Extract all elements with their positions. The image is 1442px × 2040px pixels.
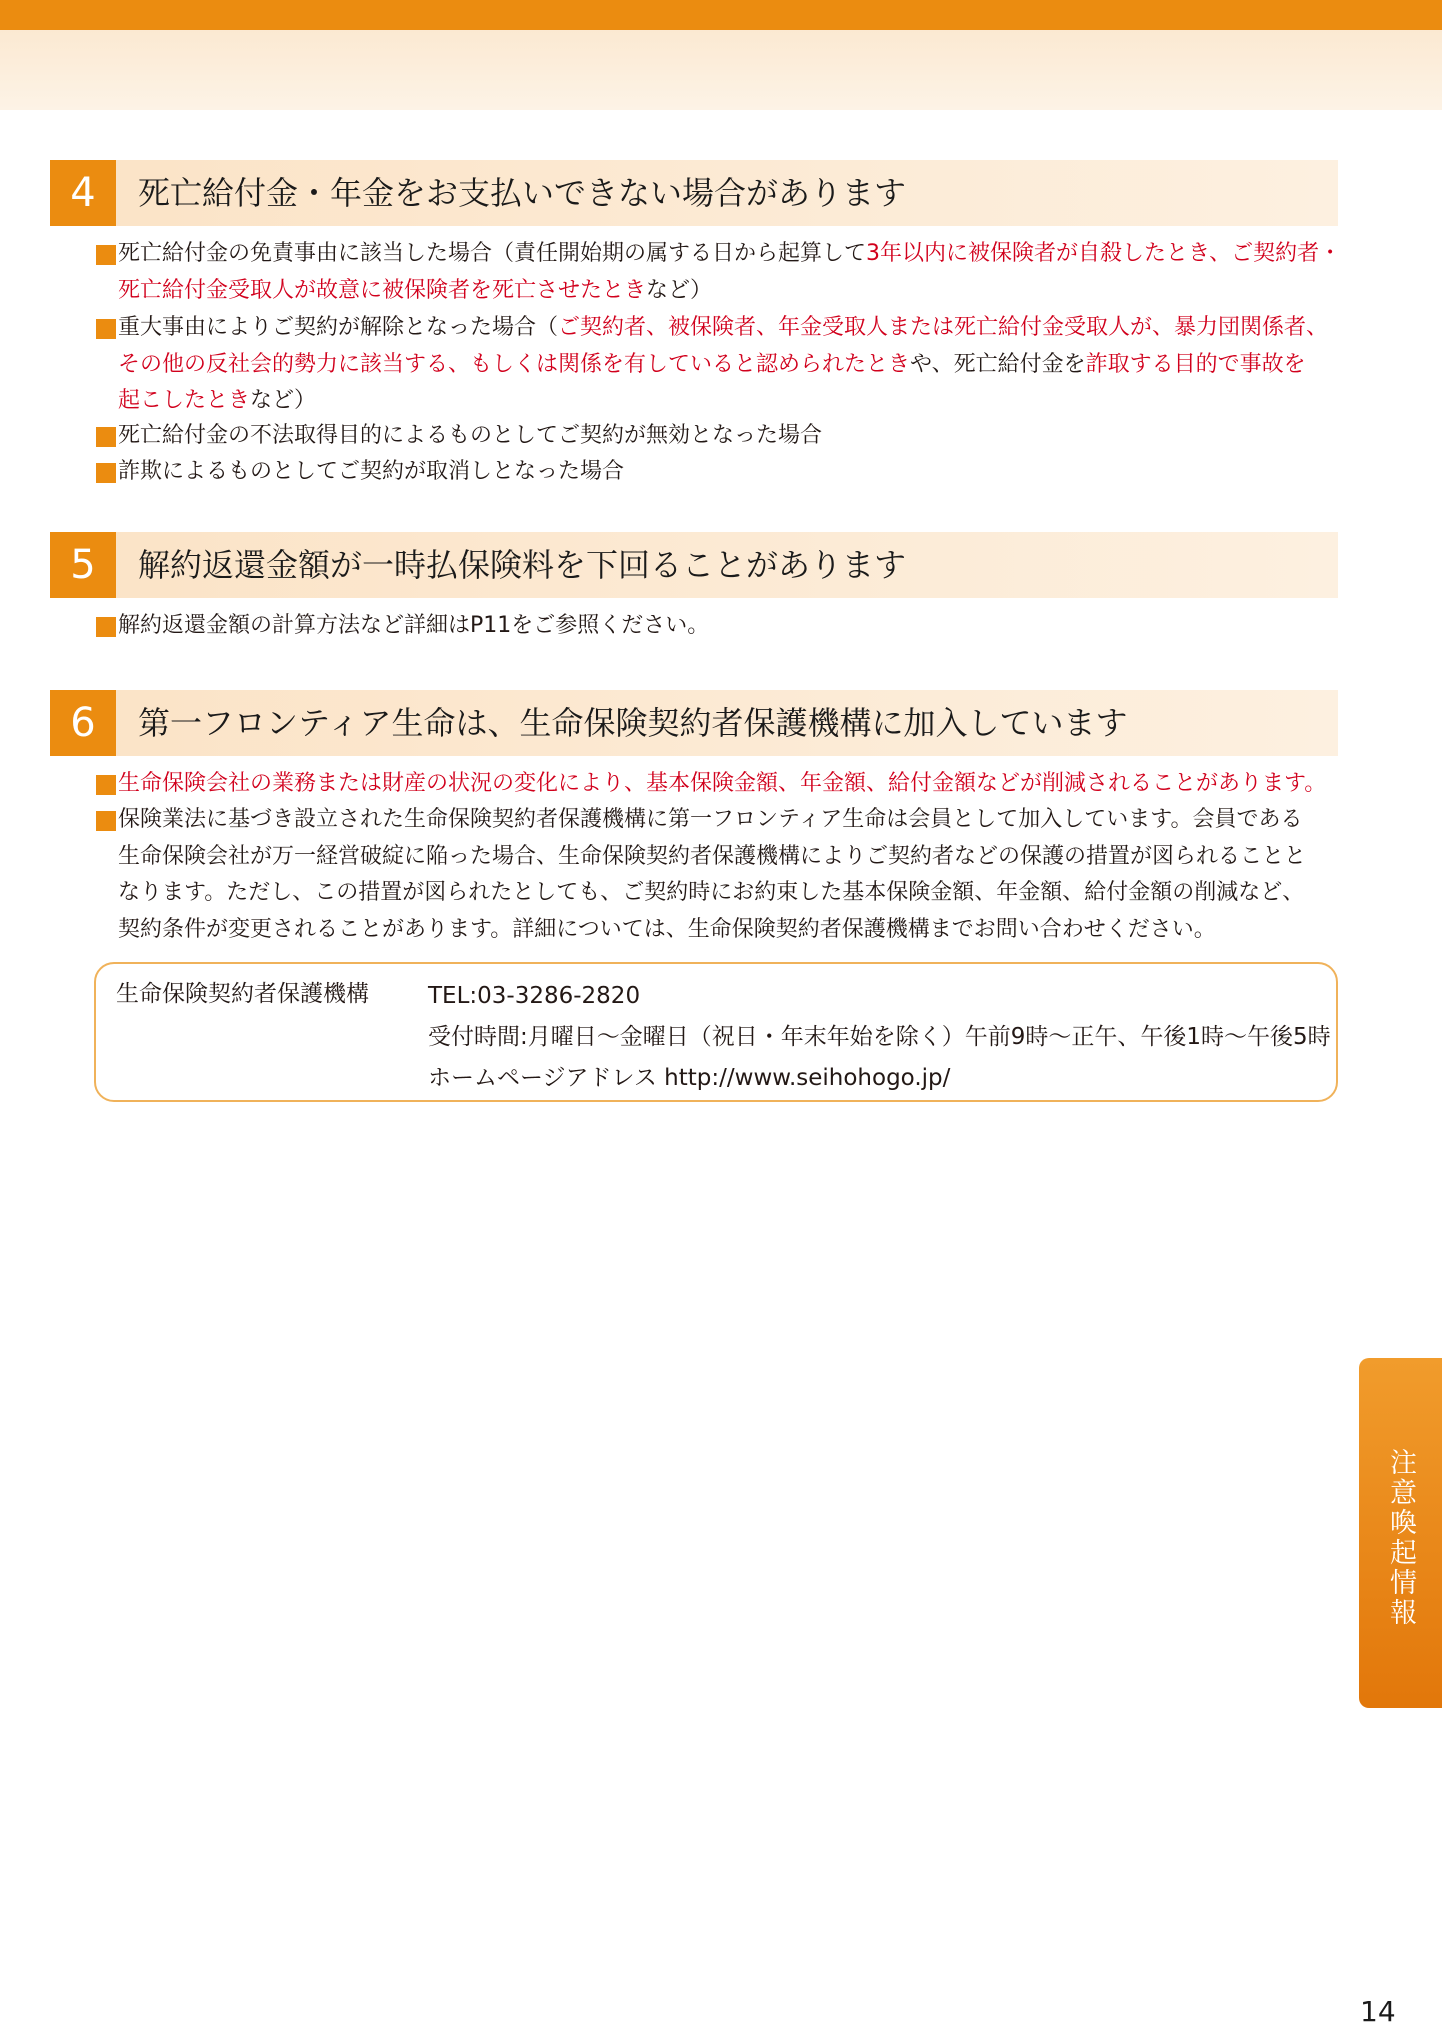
item-text [118, 310, 1346, 420]
body-text: なります。ただし、この措置が図られたとしても、ご契約時にお約束した基本保険金額、年金額、給付金額の削減など、 [118, 880, 1305, 905]
item-line [118, 418, 1346, 455]
page-number: 14 [1360, 1995, 1396, 2028]
body-text: 生命保険会社が万一経営破綻に陥った場合、生命保険契約者保護機構によりご契約者などの保護の措置が図られることと [118, 843, 1307, 869]
item-line [118, 802, 1346, 839]
item-text [118, 802, 1346, 948]
section-title: 解約返還金額が一時払保険料を下回ることがあります [138, 546, 907, 584]
item-line [118, 875, 1346, 912]
body-text: など） [646, 277, 713, 303]
body-text: 詐欺によるものとしてご契約が取消しとなった場合 [118, 459, 625, 484]
body-text: 解約返還金額の計算方法など詳細はP11をご参照ください。 [118, 613, 710, 638]
section-number: 4 [50, 160, 116, 226]
highlight-text: その他の反社会的勢力に該当する、もしくは関係を有していると認められたとき [118, 351, 911, 377]
item-text [118, 236, 1346, 309]
body-text: 死亡給付金の不法取得目的によるものとしてご契約が無効となった場合 [118, 423, 823, 448]
body-text: 死亡給付金の免責事由に該当した場合（責任開始期の属する日から起算して [118, 241, 867, 266]
contact-homepage [428, 1058, 1331, 1099]
item-line [118, 608, 1346, 645]
body-text: など） [250, 388, 317, 413]
bullet-square-icon [96, 617, 116, 637]
highlight-text: ご契約者、被保険者、年金受取人または死亡給付金受取人が、暴力団関係者、 [558, 315, 1329, 340]
bullet-square-icon [96, 427, 116, 447]
bullet-square-icon [96, 811, 116, 831]
bullet-square-icon [96, 245, 116, 265]
list-item [96, 766, 1346, 803]
contact-tel: TEL:03-3286-2820 [428, 983, 641, 1009]
section-number: 5 [50, 532, 116, 598]
list-item [96, 454, 1346, 491]
side-tab[interactable] [1359, 1358, 1442, 1708]
body-text: や、死亡給付金を [910, 351, 1086, 377]
bullet-square-icon [96, 319, 116, 339]
top-header-band [0, 30, 1442, 110]
list-item [96, 418, 1346, 455]
item-line [118, 347, 1346, 384]
section-5-header [50, 532, 1338, 598]
item-line [118, 273, 1346, 310]
list-item [96, 236, 1346, 309]
item-text [118, 608, 1346, 645]
list-item [96, 608, 1346, 645]
bullet-square-icon [96, 775, 116, 795]
highlight-text: 詐取する目的で事故を [1085, 351, 1306, 377]
highlight-text: 3年以内に被保険者が自殺したとき、ご契約者・ [866, 241, 1342, 266]
bullet-square-icon [96, 463, 116, 483]
homepage-url-link[interactable]: http://www.seihohogo.jp/ [664, 1065, 951, 1091]
section-6-header [50, 690, 1338, 756]
item-line [118, 912, 1346, 949]
highlight-text: 死亡給付金受取人が故意に被保険者を死亡させたとき [118, 277, 647, 303]
item-line [118, 454, 1346, 491]
body-text: 重大事由によりご契約が解除となった場合（ [118, 315, 559, 340]
item-line [118, 383, 1346, 420]
section-number: 6 [50, 690, 116, 756]
contact-details [428, 976, 1331, 1099]
highlight-text: 生命保険会社の業務または財産の状況の変化により、基本保険金額、年金額、給付金額などが削減されることがあります。 [118, 771, 1327, 796]
highlight-text: 起こしたとき [118, 388, 251, 413]
item-text [118, 418, 1346, 455]
section-4-header [50, 160, 1338, 226]
section-title: 第一フロンティア生命は、生命保険契約者保護機構に加入しています [138, 704, 1128, 742]
item-text [118, 766, 1346, 803]
homepage-label: ホームページアドレス [428, 1065, 657, 1091]
body-text: 保険業法に基づき設立された生命保険契約者保護機構に第一フロンティア生命は会員として加入しています。会員である [118, 807, 1303, 832]
list-item [96, 310, 1346, 420]
item-text [118, 454, 1346, 491]
item-line [118, 310, 1346, 347]
contact-hours: 受付時間:月曜日～金曜日（祝日・年末年始を除く）午前9時～正午、午後1時～午後5時 [428, 1024, 1331, 1050]
side-tab-label: 注意喚起情報 [1385, 1448, 1416, 1628]
section-title: 死亡給付金・年金をお支払いできない場合があります [138, 174, 907, 212]
body-text: 契約条件が変更されることがあります。詳細については、生命保険契約者保護機構までお問い合わせください。 [118, 916, 1216, 942]
contact-info-box [94, 962, 1338, 1102]
item-line [118, 839, 1346, 876]
list-item [96, 802, 1346, 948]
item-line [118, 766, 1346, 803]
item-line [118, 236, 1346, 273]
top-accent-bar [0, 0, 1442, 30]
contact-organization: 生命保険契約者保護機構 [116, 981, 369, 1007]
